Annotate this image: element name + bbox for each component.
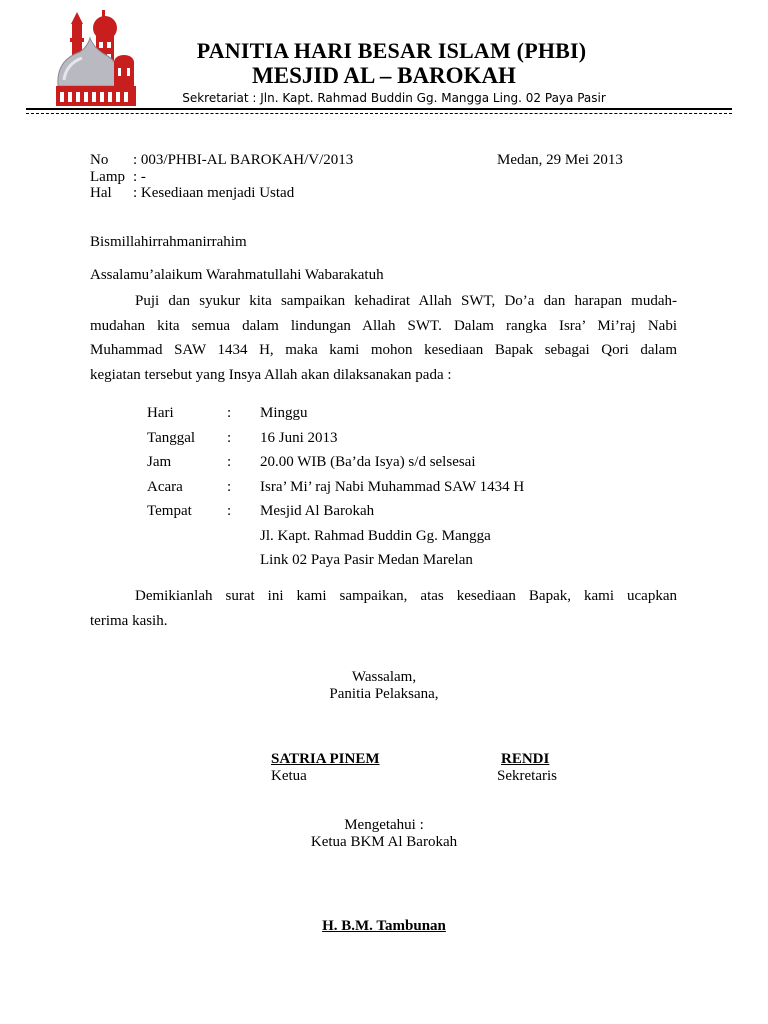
venue-address-line: Link 02 Paya Pasir Medan Marelan — [260, 552, 473, 568]
detail-label: Hari — [147, 405, 174, 421]
chair-role: Ketua — [271, 768, 307, 784]
mosque-name: MESJID AL – BAROKAH — [252, 63, 516, 88]
lamp-label: Lamp — [90, 169, 125, 185]
no-value: : 003/PHBI-AL BAROKAH/V/2013 — [133, 152, 354, 168]
place-date: Medan, 29 Mei 2013 — [497, 152, 623, 168]
paragraph-line: Demikianlah surat ini kami sampaikan, atas kesediaan Bapak, kami ucapkan — [135, 588, 677, 604]
chair-name: SATRIA PINEM — [271, 751, 380, 767]
address-text: Sekretariat : Jln. Kapt. Rahmad Buddin Gg. Mangga Ling. 02 Paya Pasir — [182, 91, 606, 105]
bkm-name: H. B.M. Tambunan — [322, 918, 446, 934]
detail-colon: : — [227, 430, 232, 446]
basmalah: Bismillahirrahmanirrahim — [90, 234, 247, 250]
bkm-role: Ketua BKM Al Barokah — [310, 834, 458, 850]
venue-address-line: Jl. Kapt. Rahmad Buddin Gg. Mangga — [260, 528, 491, 544]
closing-paragraph — [90, 584, 677, 633]
paragraph-line: terima kasih. — [90, 612, 168, 629]
detail-label: Tempat — [147, 503, 192, 519]
detail-label: Tanggal — [147, 430, 196, 446]
detail-label: Acara — [147, 479, 183, 495]
detail-colon: : — [227, 405, 232, 421]
detail-value: Minggu — [260, 405, 308, 421]
letterhead-title — [0, 38, 768, 64]
header-divider-dashed — [26, 113, 732, 114]
detail-colon: : — [227, 454, 232, 470]
header-divider — [26, 108, 732, 110]
paragraph-line: mudahan kita semua dalam lindungan Allah SWT. Dalam rangka Isra’ Mi’raj Nabi — [90, 317, 677, 334]
organization-name: PANITIA HARI BESAR ISLAM (PHBI) — [196, 38, 587, 63]
secretariat-address — [0, 91, 768, 105]
wassalam: Wassalam, — [351, 669, 417, 685]
letterhead-subtitle — [0, 63, 768, 89]
detail-value: Mesjid Al Barokah — [260, 503, 375, 519]
committee-label: Panitia Pelaksana, — [329, 686, 439, 702]
no-label: No — [90, 152, 109, 168]
hal-value: : Kesediaan menjadi Ustad — [133, 185, 295, 201]
detail-value: 16 Juni 2013 — [260, 430, 338, 446]
detail-label: Jam — [147, 454, 172, 470]
hal-label: Hal — [90, 185, 112, 201]
paragraph-line: Muhammad SAW 1434 H, maka kami mohon kesediaan Bapak sebagai Qori dalam — [90, 342, 677, 359]
paragraph-line: Puji dan syukur kita sampaikan kehadirat Allah SWT, Do’a dan harapan mudah- — [135, 293, 677, 309]
secretary-name: RENDI — [501, 751, 550, 767]
greeting: Assalamu’alaikum Warahmatullahi Wabarakatuh — [90, 267, 384, 283]
secretary-role: Sekretaris — [497, 768, 557, 784]
paragraph-line: kegiatan tersebut yang Insya Allah akan dilaksanakan pada : — [90, 366, 452, 383]
detail-value: Isra’ Mi’ raj Nabi Muhammad SAW 1434 H — [260, 479, 525, 495]
detail-colon: : — [227, 503, 232, 519]
detail-colon: : — [227, 479, 232, 495]
opening-paragraph — [90, 289, 677, 387]
acknowledged-label: Mengetahui : — [344, 817, 424, 833]
detail-value: 20.00 WIB (Ba’da Isya) s/d selsesai — [260, 454, 476, 470]
lamp-value: : - — [133, 169, 146, 185]
